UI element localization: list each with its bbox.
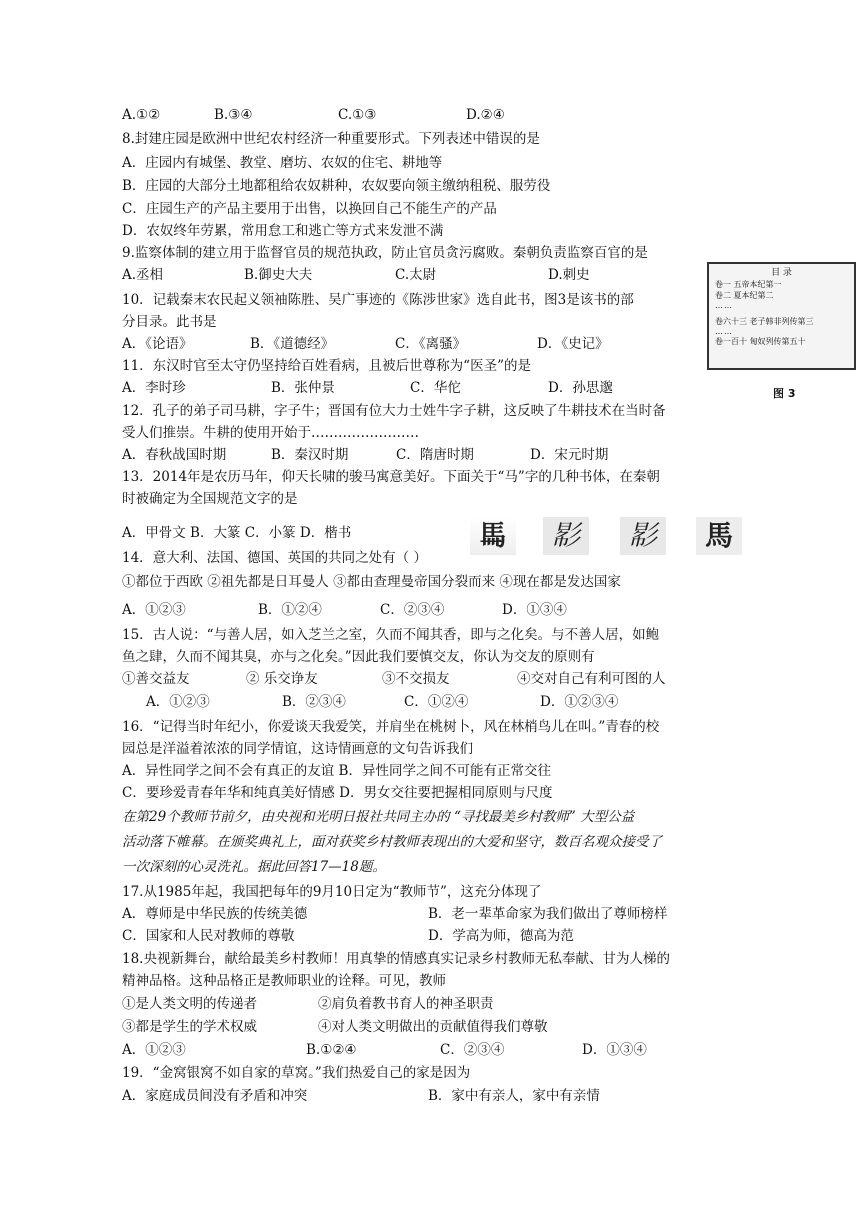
question-line: 17.从1985年起，我国把每年的9月10日定为“教师节”，这充分体现了 bbox=[122, 884, 542, 900]
large-seal-horse-glyph: 𢒠 bbox=[543, 517, 589, 555]
q14-option-d: D．①③④ bbox=[502, 602, 567, 618]
question-line: 9.监察体制的建立用于监督官员的规范执政，防止官员贪污腐败。秦朝负责监察百官的是 bbox=[122, 245, 648, 261]
q18-option-b: B.①②④ bbox=[306, 1042, 357, 1058]
q15-item-3: ③不交损友 bbox=[382, 671, 450, 687]
q12-option-d: D．宋元时期 bbox=[530, 447, 609, 463]
q15-option-b: B．②③④ bbox=[282, 694, 346, 710]
q11-option-a: A．李时珍 bbox=[122, 380, 186, 396]
q17-option-a: A．尊师是中华民族的传统美德 bbox=[122, 906, 308, 922]
q11-option-d: D．孙思邈 bbox=[548, 380, 613, 396]
figure-3-item: 卷二 夏本纪第二 bbox=[715, 291, 774, 300]
question-line: 鱼之肆，久而不闻其臭，亦与之化矣。”因此我们要慎交友，你认为交友的原则有 bbox=[122, 649, 595, 665]
q9-option-c: C.太尉 bbox=[395, 267, 437, 283]
question-line: D．农奴终年劳累，常用怠工和逃亡等方式来发泄不满 bbox=[122, 223, 444, 239]
q10-option-c: C．《离骚》 bbox=[395, 336, 467, 352]
question-line: 精神品格。这种品格正是教师职业的诠释。可见，教师 bbox=[122, 973, 446, 989]
oracle-bone-horse-glyph: 𩡧 bbox=[470, 517, 516, 555]
question-line: 13．2014年是农历马年，仰天长啸的骏马寓意美好。下面关于“马”字的几种书体，在秦朝 bbox=[122, 469, 660, 485]
q17-option-b: B．老一辈革命家为我们做出了尊师榜样 bbox=[428, 906, 668, 922]
question-line: 8.封建庄园是欧洲中世纪农村经济一种重要形式。下列表述中错误的是 bbox=[122, 131, 540, 147]
q17-option-c: C．国家和人民对教师的尊敬 bbox=[122, 928, 295, 944]
figure-3-title: 目 录 bbox=[771, 268, 792, 278]
q15-item-1: ①善交益友 bbox=[122, 671, 190, 687]
question-line: A．异性同学之间不会有真正的友谊 B．异性同学之间不可能有正常交往 bbox=[122, 763, 551, 779]
question-line: ①都位于西欧 ②祖先都是日耳曼人 ③都由查理曼帝国分裂而来 ④现在都是发达国家 bbox=[122, 574, 621, 590]
q15-option-d: D．①②③④ bbox=[540, 694, 619, 710]
q9-option-b: B.御史大夫 bbox=[244, 267, 313, 283]
q12-option-c: C．隋唐时期 bbox=[396, 447, 474, 463]
q15-option-a: A．①②③ bbox=[146, 694, 210, 710]
q10-option-b: B．《道德经》 bbox=[250, 336, 335, 352]
question-line: 时被确定为全国规范文字的是 bbox=[122, 491, 298, 507]
question-line: A．庄园内有城堡、教堂、磨坊、农奴的住宅、耕地等 bbox=[122, 155, 443, 171]
figure-3-caption: 图 3 bbox=[773, 387, 796, 400]
q18-option-a: A．①②③ bbox=[122, 1042, 186, 1058]
figure-3-item: …… bbox=[715, 301, 733, 310]
q14-option-b: B．①②④ bbox=[258, 602, 322, 618]
question-line: C．庄园生产的产品主要用于出售，以换回自己不能生产的产品 bbox=[122, 201, 497, 217]
q18-item-3: ③都是学生的学术权威 bbox=[122, 1019, 257, 1035]
q9-option-d: D.刺史 bbox=[548, 267, 590, 283]
question-line: 15．古人说：“与善人居，如入芝兰之室，久而不闻其香，即与之化矣。与不善人居，如鲍 bbox=[122, 627, 660, 643]
small-seal-horse-glyph: 𢒠 bbox=[620, 517, 666, 555]
q10-option-a: A．《论语》 bbox=[122, 336, 193, 352]
question-line: 分目录。此书是 bbox=[122, 314, 217, 330]
question-line: 园总是洋溢着浓浓的同学情谊，这诗情画意的文句告诉我们 bbox=[122, 741, 473, 757]
q13-options: A．甲骨文 B．大篆 C．小篆 D．楷书 bbox=[122, 525, 352, 541]
question-line: C．要珍爱青春年华和纯真美好情感 D．男女交往要把握相同原则与尺度 bbox=[122, 785, 553, 801]
q11-option-c: C．华佗 bbox=[410, 380, 461, 396]
passage-line-3: 一次深刻的心灵洗礼。据此回答17—18题。 bbox=[122, 859, 386, 875]
question-line: 19．“金窝银窝不如自家的草窝。”我们热爱自己的家是因为 bbox=[122, 1065, 471, 1081]
q18-option-c: C．②③④ bbox=[440, 1042, 505, 1058]
figure-3-item: 卷一百十 匈奴列传第五十 bbox=[715, 337, 806, 346]
q18-item-4: ④对人类文明做出的贡献值得我们尊敬 bbox=[318, 1019, 548, 1035]
question-line: 10．记载秦末农民起义领袖陈胜、吴广事迹的《陈涉世家》选自此书，图3是该书的部 bbox=[122, 292, 634, 308]
question-line: 12．孔子的弟子司马耕，字子牛；晋国有位大力士姓牛字子耕，这反映了牛耕技术在当时备 bbox=[122, 403, 666, 419]
question-line: B．庄园的大部分土地都租给农奴耕种，农奴要向领主缴纳租税、服劳役 bbox=[122, 178, 551, 194]
q12-option-b: B．秦汉时期 bbox=[271, 447, 349, 463]
q15-item-4: ④交对自己有利可图的人 bbox=[517, 671, 666, 687]
figure-3-contents bbox=[707, 262, 856, 370]
passage-line-2: 活动落下帷幕。在颁奖典礼上，面对获奖乡村教师表现出的大爱和坚守，数百名观众接受了 bbox=[122, 834, 662, 850]
q19-option-b: B．家中有亲人，家中有亲情 bbox=[428, 1088, 600, 1104]
q7-option-d: D.②④ bbox=[466, 107, 505, 123]
figure-3-item: 卷一 五帝本纪第一 bbox=[715, 280, 782, 289]
q7-option-c: C.①③ bbox=[338, 107, 377, 123]
q15-option-c: C．①②④ bbox=[404, 694, 469, 710]
passage-line-1: 在第29个教师节前夕，由央视和光明日报社共同主办的 “寻找最美乡村教师” 大型公益 bbox=[122, 809, 635, 825]
q18-item-2: ②肩负着教书育人的神圣职责 bbox=[318, 996, 494, 1012]
q11-option-b: B．张仲景 bbox=[271, 380, 335, 396]
q14-option-c: C．②③④ bbox=[380, 602, 445, 618]
q14-option-a: A．①②③ bbox=[122, 602, 186, 618]
q7-option-a: A.①② bbox=[122, 107, 161, 123]
figure-3-item: 卷六十三 老子韩非列传第三 bbox=[715, 317, 814, 326]
q12-option-a: A．春秋战国时期 bbox=[122, 447, 227, 463]
q7-option-b: B.③④ bbox=[214, 107, 253, 123]
question-line: 16．“记得当时年纪小，你爱谈天我爱笑，并肩坐在桃树卜，风在林梢鸟儿在叫。”青春的校 bbox=[122, 719, 660, 735]
question-line: 18.央视新舞台，献给最美乡村教师！用真挚的情感真实记录乡村教师无私奉献、甘为人梯的 bbox=[122, 951, 670, 967]
q18-option-d: D．①③④ bbox=[582, 1042, 647, 1058]
q10-option-d: D．《史记》 bbox=[537, 336, 609, 352]
q15-item-2: ② 乐交诤友 bbox=[246, 671, 318, 687]
question-line: 11．东汉时官至太守仍坚持给百姓看病，且被后世尊称为“医圣”的是 bbox=[122, 358, 531, 374]
question-line: 受人们推崇。牛耕的使用开始于…………………… bbox=[122, 425, 419, 441]
q17-option-d: D．学高为师，德高为范 bbox=[428, 928, 574, 944]
regular-script-horse-glyph: 馬 bbox=[696, 517, 742, 555]
figure-3-item: …… bbox=[715, 327, 733, 336]
q18-item-1: ①是人类文明的传递者 bbox=[122, 996, 257, 1012]
q9-option-a: A.丞相 bbox=[122, 267, 164, 283]
question-line: 14．意大利、法国、德国、英国的共同之处有（ ） bbox=[122, 550, 427, 566]
q19-option-a: A．家庭成员间没有矛盾和冲突 bbox=[122, 1088, 308, 1104]
